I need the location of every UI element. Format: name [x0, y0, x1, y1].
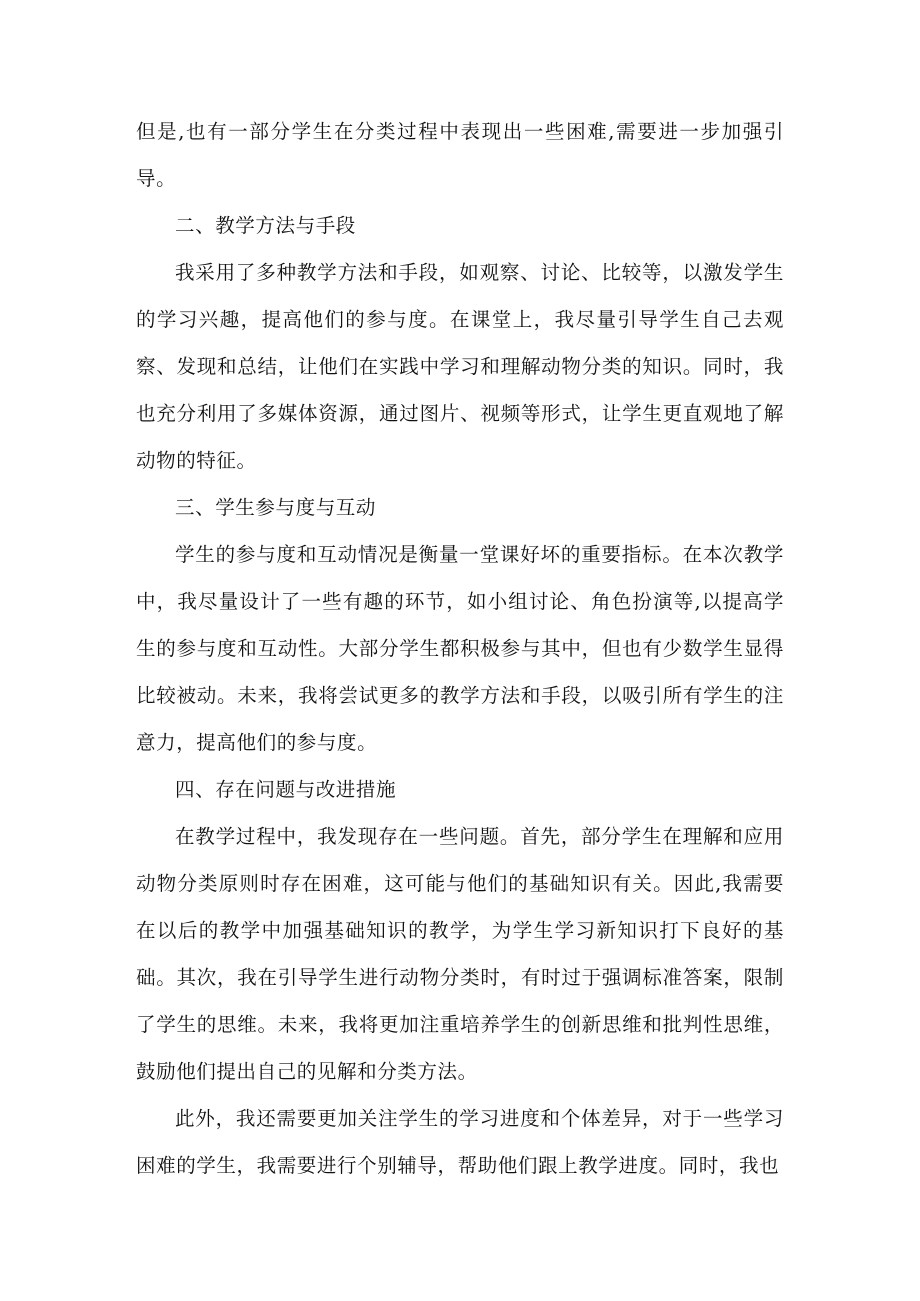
paragraph-participation: 学生的参与度和互动情况是衡量一堂课好坏的重要指标。在本次教学中，我尽量设计了一些有趣的环节，如小组讨论、角色扮演等,以提高学生的参与度和互动性。大部分学生都积极参与其中，但也有少数学生显得比较被动。未来，我将尝试更多的教学方法和手段，以吸引所有学生的注意力，提高他们的参与度。 [136, 543, 784, 754]
paragraph-continuation: 但是,也有一部分学生在分类过程中表现出一些困难,需要进一步加强引导。 [136, 120, 784, 190]
document-body [136, 108, 784, 1189]
paragraph-additional: 此外，我还需要更加关注学生的学习进度和个体差异，对于一些学习困难的学生，我需要进行个别辅导，帮助他们跟上教学进度。同时，我也 [136, 1107, 784, 1177]
paragraph-teaching-methods: 我采用了多种教学方法和手段，如观察、讨论、比较等，以激发学生的学习兴趣，提高他们的参与度。在课堂上，我尽量引导学生自己去观察、发现和总结，让他们在实践中学习和理解动物分类的知识。同时，我也充分利用了多媒体资源，通过图片、视频等形式，让学生更直观地了解动物的特征。 [136, 261, 784, 472]
section-heading-participation: 三、学生参与度与互动 [175, 496, 377, 519]
paragraph-problems: 在教学过程中，我发现存在一些问题。首先，部分学生在理解和应用动物分类原则时存在困难，这可能与他们的基础知识有关。因此,我需要在以后的教学中加强基础知识的教学，为学生学习新知识打下良好的基础。其次，我在引导学生进行动物分类时，有时过于强调标准答案，限制了学生的思维。未来，我将更加注重培养学生的创新思维和批判性思维，鼓励他们提出自己的见解和分类方法。 [136, 825, 784, 1083]
section-heading-teaching-methods: 二、教学方法与手段 [175, 214, 356, 237]
section-heading-problems: 四、存在问题与改进措施 [175, 778, 397, 801]
